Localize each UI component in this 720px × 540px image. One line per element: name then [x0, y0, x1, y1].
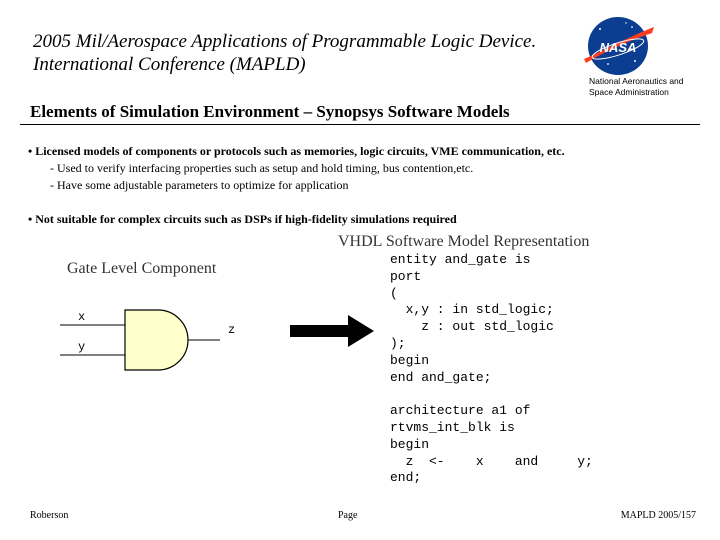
vhdl-code-line	[390, 386, 593, 403]
agency-name-line1: National Aeronautics and	[589, 76, 684, 86]
bullet-licensed-models: • Licensed models of components or protocols such as memories, logic circuits, VME communication, etc.	[28, 144, 565, 158]
conference-title-line1: 2005 Mil/Aerospace Applications of Programmable Logic Device.	[33, 31, 537, 52]
and-gate-symbol	[125, 310, 188, 370]
vhdl-code-line: end and_gate;	[390, 369, 492, 385]
vhdl-model-title: VHDL Software Model Representation	[338, 233, 590, 250]
footer-reference: MAPLD 2005/157	[620, 510, 696, 521]
vhdl-code-line: z : out std_logic	[390, 319, 554, 335]
vhdl-code-line: );	[390, 335, 406, 351]
input-x-label: x	[78, 310, 86, 324]
title-divider	[20, 124, 700, 125]
bullet-list	[28, 143, 708, 228]
agency-name	[589, 76, 714, 98]
vhdl-code-line: rtvms_int_blk is	[390, 419, 515, 435]
vhdl-code-line: x,y : in std_logic;	[390, 302, 554, 318]
footer-author: Roberson	[30, 510, 69, 521]
sub-bullet-parameters: - Have some adjustable parameters to optimize for application	[50, 178, 349, 192]
vhdl-code-line: begin	[390, 352, 430, 368]
conference-title	[33, 30, 593, 76]
vhdl-code-line: z <- x and y;	[390, 453, 593, 469]
vhdl-code-line: end;	[390, 470, 422, 486]
nasa-logo-text: NASA	[599, 40, 637, 55]
output-z-label: z	[228, 323, 236, 337]
vhdl-code-line: entity and_gate is	[390, 252, 531, 267]
agency-name-line2: Space Administration	[589, 87, 669, 97]
footer-page: Page	[338, 510, 358, 521]
vhdl-code-line: port	[390, 268, 422, 284]
bullet-not-suitable: • Not suitable for complex circuits such as DSPs if high-fidelity simulations required	[28, 212, 457, 226]
gate-level-title: Gate Level Component	[67, 260, 217, 277]
slide-title: Elements of Simulation Environment – Synopsys Software Models	[30, 102, 510, 121]
vhdl-code-line: (	[390, 285, 398, 301]
vhdl-code-line: begin	[390, 436, 430, 452]
sub-bullet-verify: - Used to verify interfacing properties such as setup and hold timing, bus contention,etc.	[50, 161, 474, 175]
vhdl-code	[390, 252, 593, 487]
right-arrow-icon	[290, 315, 374, 347]
vhdl-code-line: architecture a1 of	[390, 403, 531, 419]
input-y-label: y	[78, 340, 86, 354]
and-gate-diagram	[60, 300, 260, 380]
nasa-logo	[580, 15, 656, 77]
conference-title-line2: International Conference (MAPLD)	[33, 54, 306, 75]
